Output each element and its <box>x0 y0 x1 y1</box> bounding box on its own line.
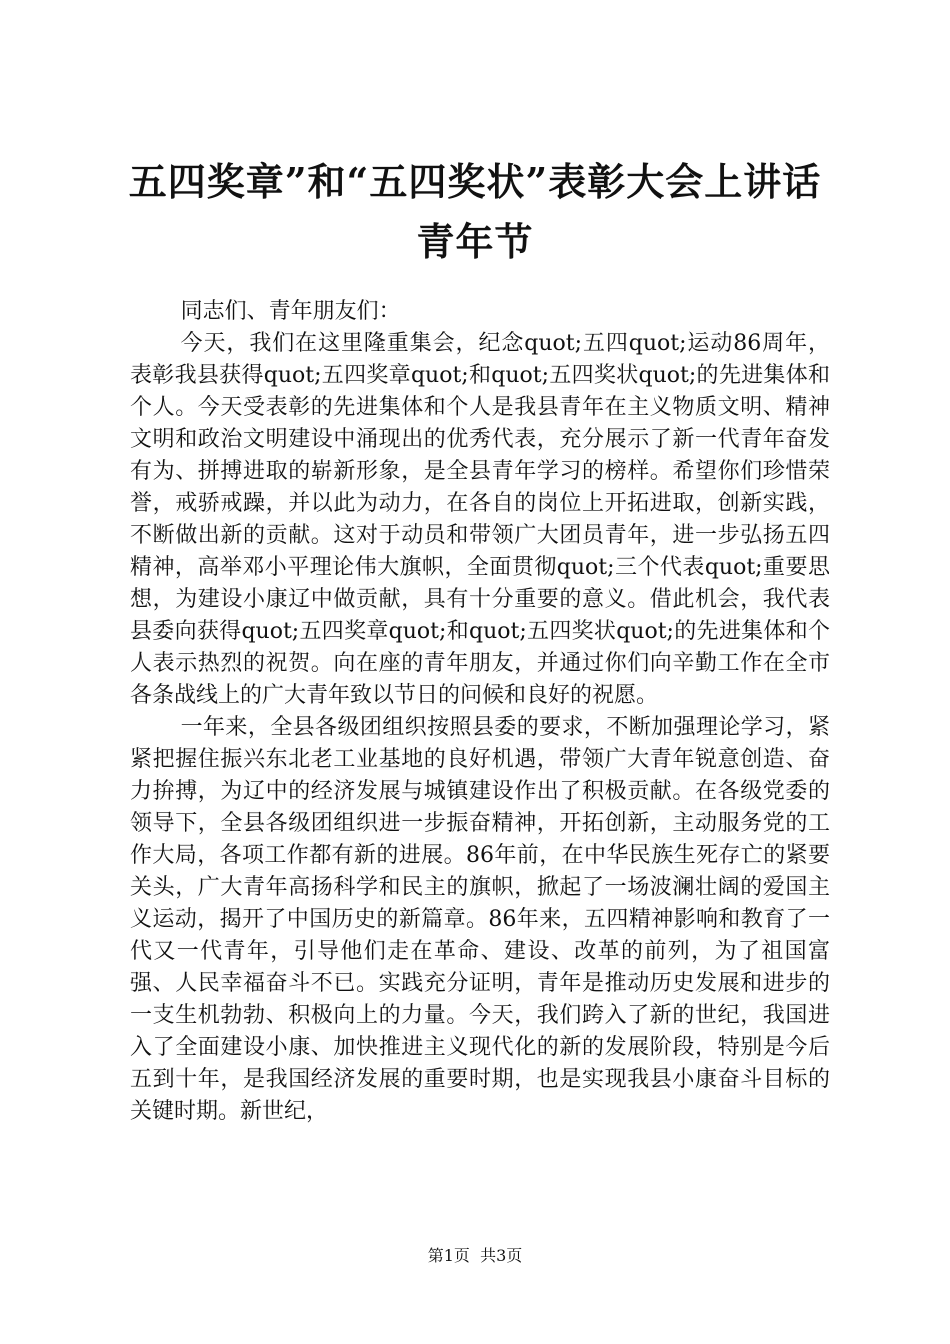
document-body <box>130 296 830 1128</box>
page-number: 第1页 <box>427 1246 470 1265</box>
salutation: 同志们、青年朋友们： <box>180 299 401 324</box>
page-footer <box>0 1244 950 1268</box>
paragraph-1: 今天，我们在这里隆重集会，纪念quot;五四quot;运动86周年，表彰我县获得quot;五四奖章quot;和quot;五四奖状quot;的先进集体和个人。今天受表彰的先进集体和个人是我县青年在主义物质文明、精神文明和政治文明建设中涌现出的优秀代表，充分展示了新一代青年奋发有为、拼搏进取的崭新形象，是全县青年学习的榜样。希望你们珍惜荣誉，戒骄戒躁，并以此为动力，在各自的岗位上开拓进取，创新实践，不断做出新的贡献。这对于动员和带领广大团员青年，进一步弘扬五四精神，高举邓小平理论伟大旗帜，全面贯彻quot;三个代表quot;重要思想，为建设小康辽中做贡献，具有十分重要的意义。借此机会，我代表县委向获得quot;五四奖章quot;和quot;五四奖状quot;的先进集体和个人表示热烈的祝贺。向在座的青年朋友，并通过你们向辛勤工作在全市各条战线上的广大青年致以节日的问候和良好的祝愿。 <box>130 331 830 708</box>
document-title: 五四奖章”和“五四奖状”表彰大会上讲话青年节 <box>128 159 822 264</box>
page-total: 共3页 <box>480 1246 523 1265</box>
paragraph-2: 一年来，全县各级团组织按照县委的要求，不断加强理论学习，紧紧把握住振兴东北老工业基地的良好机遇，带领广大青年锐意创造、奋力拚搏，为辽中的经济发展与城镇建设作出了积极贡献。在各级党委的领导下，全县各级团组织进一步振奋精神，开拓创新，主动服务党的工作大局，各项工作都有新的进展。86年前，在中华民族生死存亡的紧要关头，广大青年高扬科学和民主的旗帜，掀起了一场波澜壮阔的爱国主义运动，揭开了中国历史的新篇章。86年来，五四精神影响和教育了一代又一代青年，引导他们走在革命、建设、改革的前列，为了祖国富强、人民幸福奋斗不已。实践充分证明，青年是推动历史发展和进步的一支生机勃勃、积极向上的力量。今天，我们跨入了新的世纪，我国进入了全面建设小康、加快推进主义现代化的新的发展阶段，特别是今后五到十年，是我国经济发展的重要时期，也是实现我县小康奋斗目标的关键时期。新世纪， <box>130 715 830 1124</box>
